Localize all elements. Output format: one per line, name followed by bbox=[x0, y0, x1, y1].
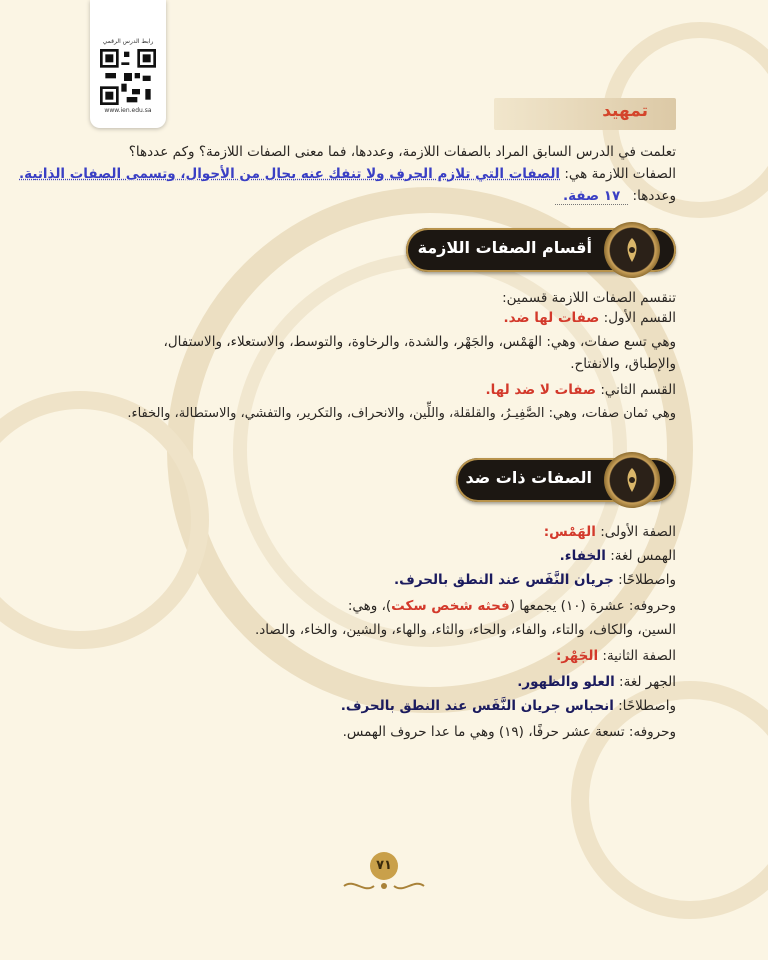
jahr-linguistic-value: العلو والظهور. bbox=[517, 674, 615, 690]
hams-letters-suffix: )، وهي: bbox=[347, 598, 392, 614]
medal-emblem bbox=[604, 452, 660, 508]
jahr-technical-value: انحباس جريان النَّفَس عند النطق بالحرف. bbox=[340, 698, 614, 714]
part1-label: القسم الأول: bbox=[603, 310, 676, 326]
leaf-ornament-icon bbox=[618, 236, 646, 264]
count-line bbox=[555, 186, 676, 206]
hams-technical-label: واصطلاحًا: bbox=[618, 572, 676, 588]
intro-heading-label: تمهيد bbox=[602, 101, 648, 121]
page-number: ٧١ bbox=[370, 852, 398, 880]
qr-code-icon[interactable] bbox=[100, 49, 156, 105]
part2-label: القسم الثاني: bbox=[600, 382, 676, 398]
jahr-technical bbox=[341, 696, 676, 716]
leaf-ornament-icon bbox=[618, 466, 646, 494]
first-attribute-name: الهَمْس: bbox=[543, 524, 596, 540]
qr-caption: رابط الدرس الرقمي bbox=[102, 38, 154, 45]
part2-line bbox=[486, 380, 677, 400]
jahr-linguistic bbox=[517, 672, 676, 692]
jahr-technical-label: واصطلاحًا: bbox=[618, 698, 676, 714]
hams-letters-prefix: وحروفه: عشرة (١٠) يجمعها ( bbox=[509, 598, 676, 614]
digital-lesson-qr[interactable] bbox=[90, 0, 166, 128]
flourish-ornament-icon bbox=[340, 876, 428, 896]
second-attribute bbox=[556, 646, 676, 666]
part2-description: وهي ثمان صفات، وهي: الصَّفِيـرُ، والقلقلة، واللِّين، والانحراف، والتكرير، والتفشي، والاستطالة، والخفاء. bbox=[127, 406, 676, 421]
count-answer: ١٧ صفة. bbox=[555, 188, 628, 205]
first-attribute bbox=[544, 522, 676, 542]
hams-letters-list: السين، والكاف، والتاء، والفاء، والحاء، والثاء، والهاء، والشين، والخاء، والصاد. bbox=[254, 622, 676, 638]
part1-value: صفات لها ضد. bbox=[503, 310, 600, 326]
hams-linguistic-label: الهمس لغة: bbox=[610, 548, 676, 564]
second-attribute-label: الصفة الثانية: bbox=[602, 648, 676, 664]
hams-technical-value: جريان النَّفَس عند النطق بالحرف. bbox=[394, 572, 614, 588]
part1-line bbox=[504, 308, 676, 328]
medal-emblem bbox=[604, 222, 660, 278]
intro-question: تعلمت في الدرس السابق المراد بالصفات اللازمة، وعددها، فما معنى الصفات اللازمة؟ وكم عددها؟ bbox=[128, 144, 676, 160]
jahr-linguistic-label: الجهر لغة: bbox=[619, 674, 676, 690]
divisions-intro: تنقسم الصفات اللازمة قسمين: bbox=[502, 290, 676, 306]
hams-linguistic-value: الخفاء. bbox=[559, 548, 606, 564]
definition-prefix: الصفات اللازمة هي: bbox=[564, 166, 676, 182]
jahr-letters: وحروفه: تسعة عشر حرفًا، (١٩) وهي ما عدا حروف الهمس. bbox=[342, 724, 676, 740]
qr-url: www.ien.edu.sa bbox=[104, 107, 152, 114]
part2-value: صفات لا ضد لها. bbox=[485, 382, 597, 398]
section-title-divisions: أقسام الصفات اللازمة bbox=[417, 238, 592, 257]
section-title-opposites: الصفات ذات ضد bbox=[465, 468, 592, 487]
hams-technical bbox=[394, 570, 676, 590]
first-attribute-label: الصفة الأولى: bbox=[600, 524, 676, 540]
definition-answer: الصفات التي تلازم الحرف ولا تنفك عنه بحال من الأحوال، وتسمى الصفات الذاتية. bbox=[19, 166, 561, 182]
part1-description-1: وهي تسع صفات، وهي: الهَمْس، والجَهْر، والشدة، والرخاوة، والتوسط، والاستعلاء، والاستفال، bbox=[163, 334, 676, 350]
intro-heading bbox=[494, 98, 676, 130]
section-banner-divisions bbox=[406, 228, 676, 272]
definition-line bbox=[19, 164, 676, 184]
section-banner-opposites bbox=[456, 458, 676, 502]
part1-description-2: والإطباق، والانفتاح. bbox=[570, 356, 676, 372]
count-prefix: وعددها: bbox=[632, 188, 676, 204]
hams-letters bbox=[348, 596, 676, 616]
hams-linguistic bbox=[560, 546, 676, 566]
second-attribute-name: الجَهْر: bbox=[555, 648, 599, 664]
hams-letters-phrase: فحثه شخص سكت bbox=[391, 598, 510, 614]
